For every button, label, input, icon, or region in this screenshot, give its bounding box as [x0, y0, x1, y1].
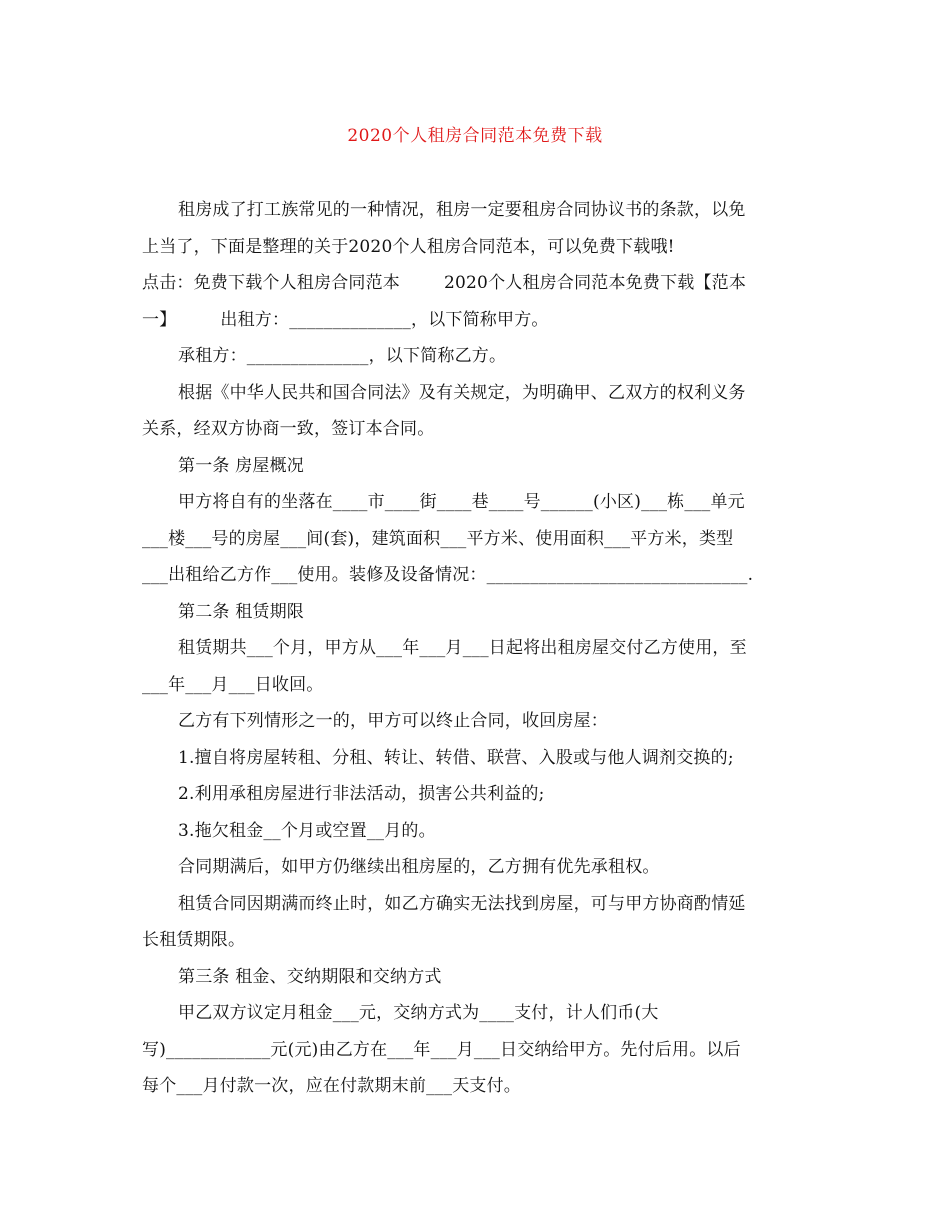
list-item: 3.拖欠租金__个月或空置__月的。	[178, 820, 436, 841]
document-body	[142, 192, 810, 1105]
paragraph-line: 关系，经双方协商一致，签订本合同。	[142, 419, 435, 439]
list-item: 2.利用承租房屋进行非法活动，损害公共利益的;	[178, 784, 545, 804]
paragraph-line: ___楼___号的房屋___间(套)，建筑面积___平方米、使用面积___平方米，类型	[142, 528, 734, 549]
paragraph-line: 甲乙双方议定月租金___元，交纳方式为____支付，计人们币(大	[178, 1003, 659, 1023]
lessee-clause: 承租方：______________，以下简称乙方。	[178, 346, 507, 366]
section-heading: 第二条 租赁期限	[178, 601, 305, 622]
paragraph-line: 租赁合同因期满而终止时，如乙方确实无法找到房屋，可与甲方协商酌情延	[178, 893, 746, 914]
paragraph-line: 甲方将自有的坐落在____市____街____巷____号______(小区)___栋___单元	[178, 492, 745, 512]
paragraph-line: 根据《中华人民共和国合同法》及有关规定，为明确甲、乙双方的权利义务	[178, 382, 746, 403]
download-link[interactable]: 点击：免费下载个人租房合同范本	[142, 273, 400, 293]
paragraph-line: 租房成了打工族常见的一种情况，租房一定要租房合同协议书的条款，以免	[178, 200, 746, 220]
paragraph-line: ___年___月___日收回。	[142, 674, 324, 695]
lessor-clause: 出租方：______________，以下简称甲方。	[220, 309, 549, 330]
section-heading: 第一条 房屋概况	[178, 455, 305, 476]
sample-heading-end: 一】	[142, 309, 177, 330]
paragraph-line: 每个___月付款一次，应在付款期末前___天支付。	[142, 1076, 521, 1096]
sample-heading: 2020个人租房合同范本免费下载【范本	[444, 273, 747, 293]
section-heading: 第三条 租金、交纳期限和交纳方式	[178, 966, 442, 987]
paragraph-line: 租赁期共___个月，甲方从___年___月___日起将出租房屋交付乙方使用，至	[178, 638, 747, 658]
paragraph-line: 上当了，下面是整理的关于2020个人租房合同范本，可以免费下载哦!	[142, 236, 675, 257]
download-line	[142, 265, 810, 302]
list-item: 1.擅自将房屋转租、分租、转让、转借、联营、入股或与他人调剂交换的;	[178, 747, 734, 768]
paragraph-line: 写)____________元(元)由乙方在___年___月___日交纳给甲方。先付后用。以后	[142, 1039, 741, 1060]
paragraph-line: 长租赁期限。	[142, 930, 246, 950]
paragraph-line: ___出租给乙方作___使用。装修及设备情况：______________________________.	[142, 565, 754, 585]
lessor-line	[142, 302, 810, 339]
paragraph-line: 合同期满后，如甲方仍继续出租房屋的，乙方拥有优先承租权。	[178, 857, 660, 877]
document-title: 2020个人租房合同范本免费下载	[347, 126, 603, 146]
paragraph-line: 乙方有下列情形之一的，甲方可以终止合同，收回房屋：	[178, 711, 608, 731]
